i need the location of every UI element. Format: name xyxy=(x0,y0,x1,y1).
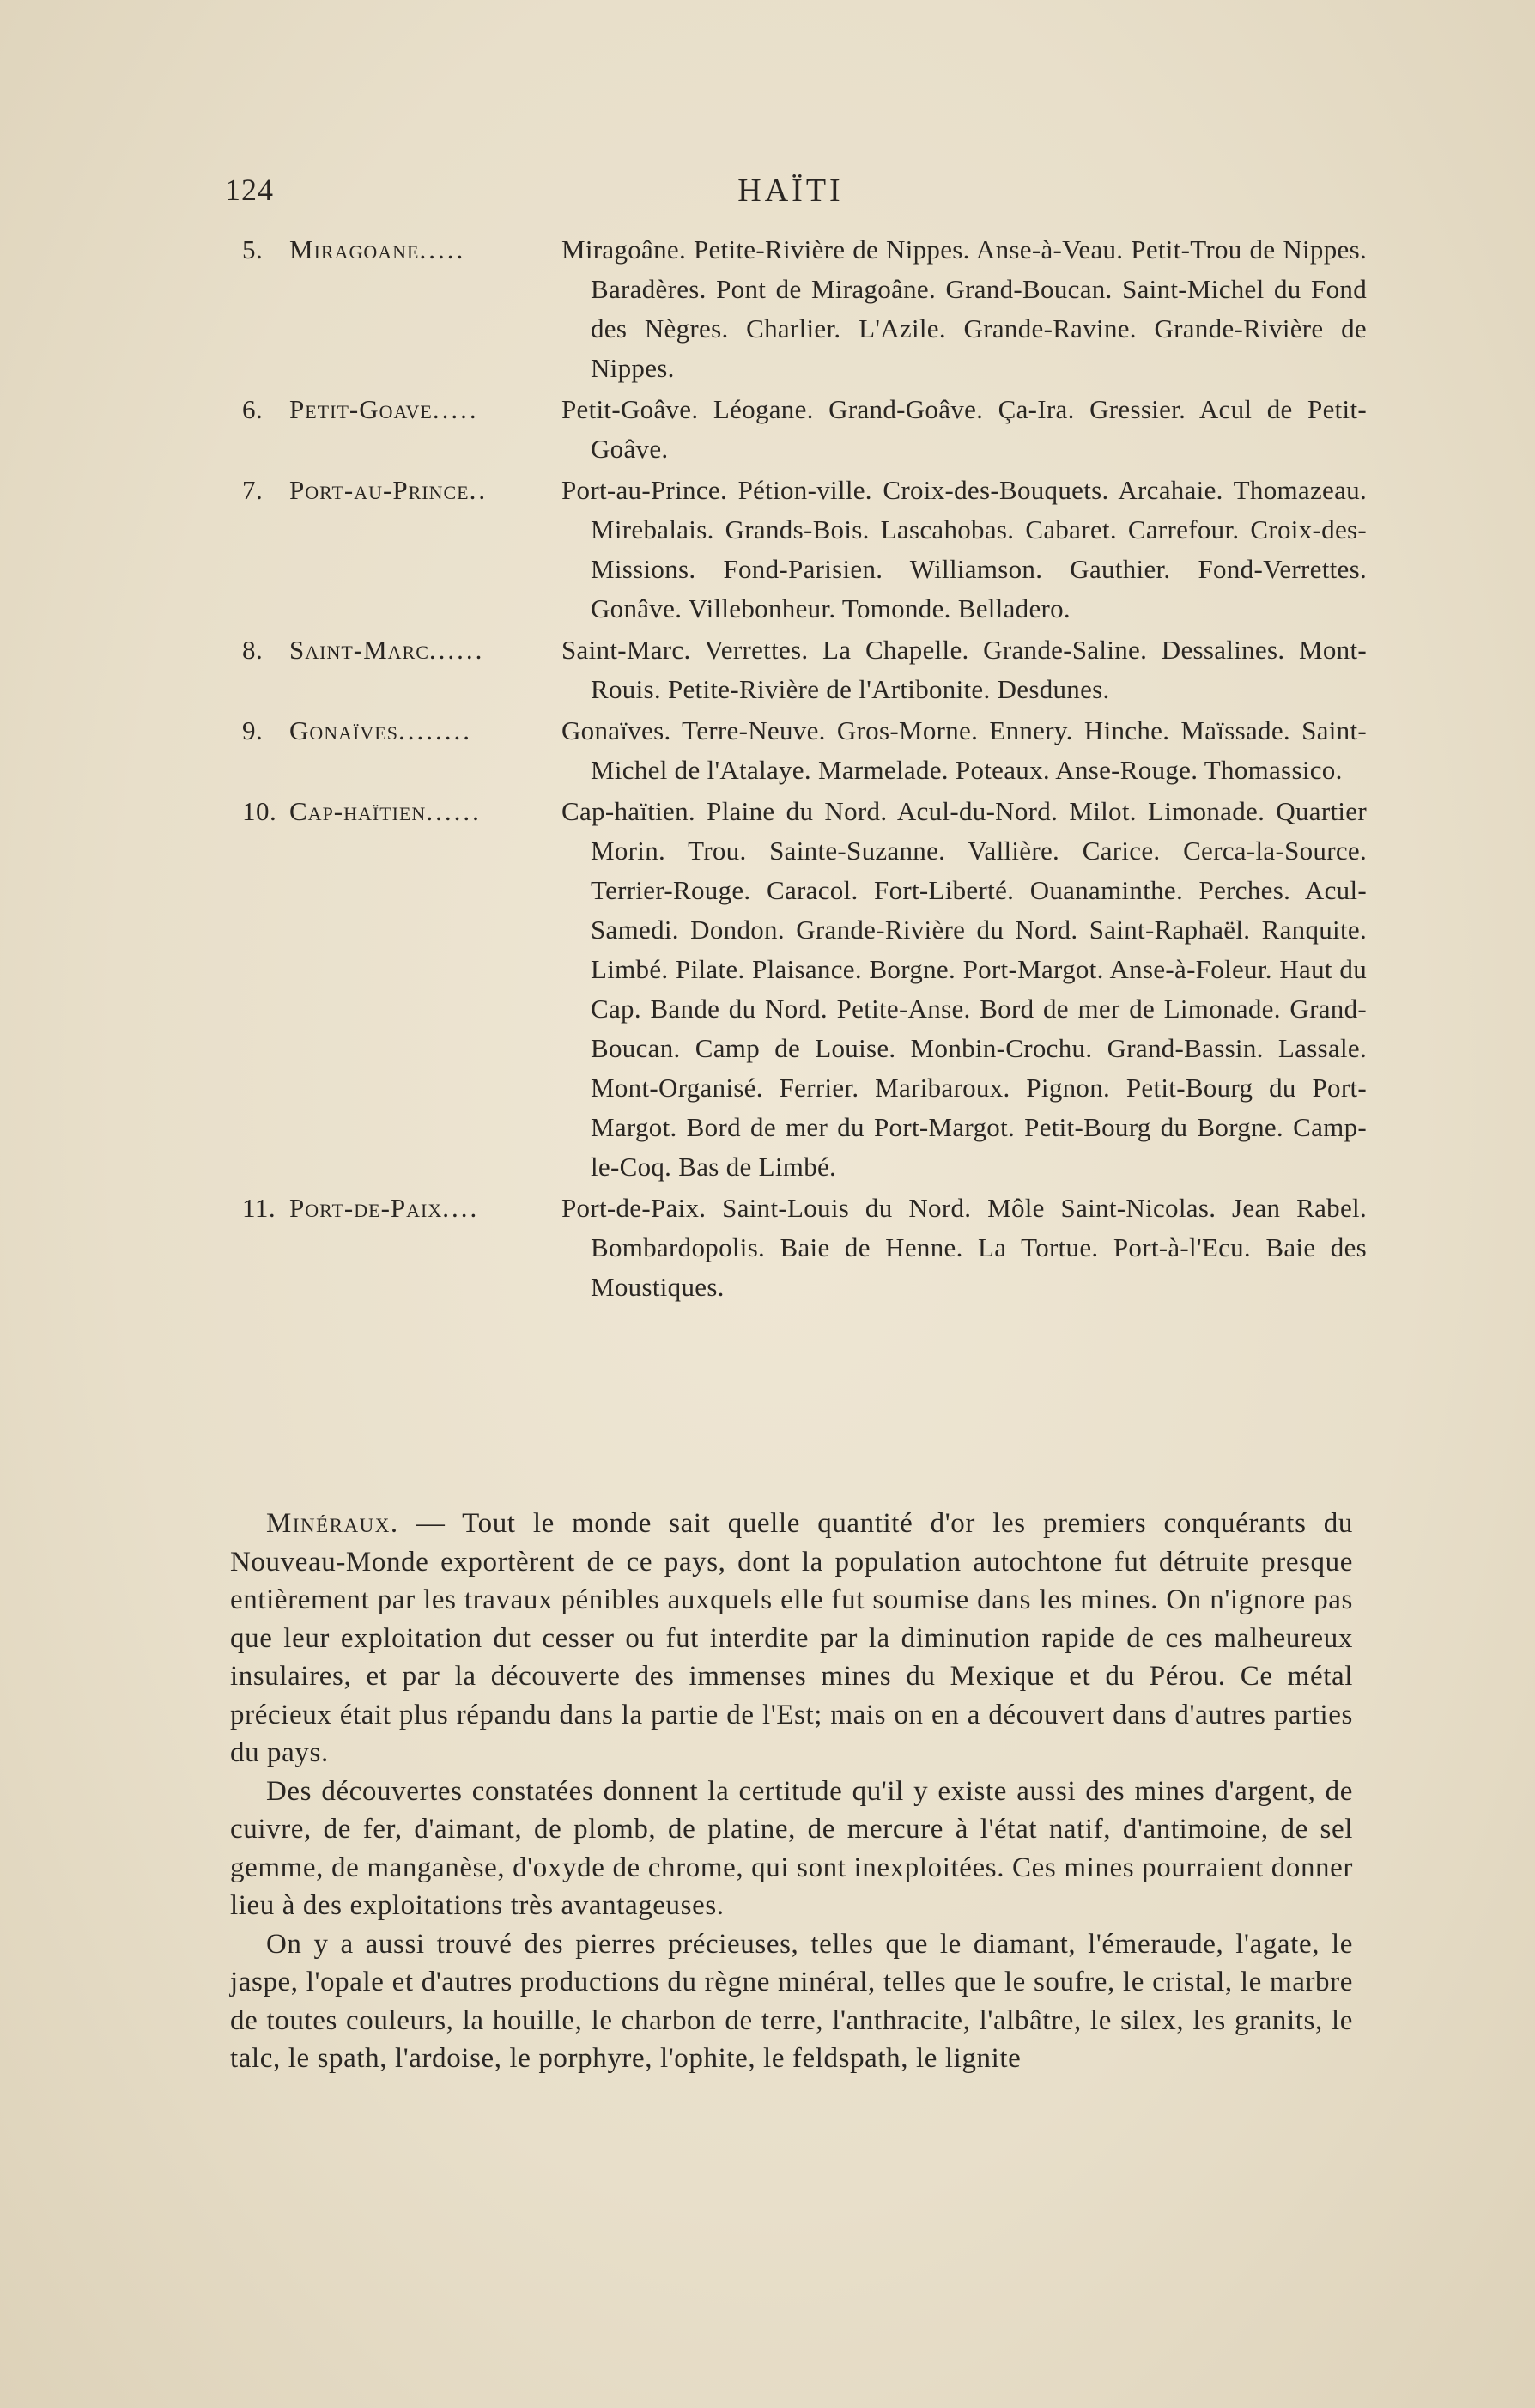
minerals-section xyxy=(230,1505,1353,2078)
district-label: Saint-Marc xyxy=(289,635,429,665)
leader-dots: ........ xyxy=(397,715,472,745)
district-entry xyxy=(242,390,1367,469)
district-localities: Gonaïves. Terre-Neuve. Gros-Morne. Ennery. Hinche. Maïssade. Saint-Michel de l'Atalaye. Marmelade. Poteaux. Anse-Rouge. Thomassico. xyxy=(561,715,1367,785)
district-number: 10. xyxy=(242,796,277,826)
district-localities: Miragoâne. Petite-Rivière de Nippes. Anse-à-Veau. Petit-Trou de Nippes. Baradères. Pont de Miragoâne. Grand-Boucan. Saint-Michel du Fond des Nègres. Charlier. L'Azile. Grande-Ravine. Grande-Rivière de Nippes. xyxy=(561,234,1367,383)
district-name xyxy=(242,792,561,831)
district-localities: Cap-haïtien. Plaine du Nord. Acul-du-Nord. Milot. Limonade. Quartier Morin. Trou. Sainte-Suzanne. Vallière. Carice. Cerca-la-Source. Terrier-Rouge. Caracol. Fort-Liberté. Ouanaminthe. Perches. Acul-Samedi. Dondon. Grande-Rivière du Nord. Saint-Raphaël. Ranquite. Limbé. Pilate. Plaisance. Borgne. Port-Margot. Anse-à-Foleur. Haut du Cap. Bande du Nord. Petite-Anse. Bord de mer de Limonade. Grand-Boucan. Camp de Louise. Monbin-Crochu. Grand-Bassin. Lassale. Mont-Organisé. Ferrier. Maribaroux. Pignon. Petit-Bourg du Port-Margot. Bord de mer du Port-Margot. Petit-Bourg du Borgne. Camp-le-Coq. Bas de Limbé. xyxy=(561,796,1367,1182)
leader-dots: ..... xyxy=(432,394,479,424)
district-name xyxy=(242,390,561,429)
district-entry xyxy=(242,792,1367,1187)
district-list xyxy=(242,230,1367,1309)
district-name xyxy=(242,230,561,270)
district-localities: Saint-Marc. Verrettes. La Chapelle. Grande-Saline. Dessalines. Mont-Rouis. Petite-Rivière de l'Artibonite. Desdunes. xyxy=(561,635,1367,704)
leader-dots: .. xyxy=(469,475,488,505)
running-title: HAÏTI xyxy=(737,173,844,209)
leader-dots: .... xyxy=(442,1193,480,1223)
section-lead: Minéraux. xyxy=(266,1508,399,1539)
page-header xyxy=(225,172,1356,223)
district-number: 9. xyxy=(242,715,264,745)
paragraph-text: — Tout le monde sait quelle quantité d'or les premiers conquérants du Nouveau-Monde exportèrent de ce pays, dont la population autochtone fut détruite presque entièrement par les travaux pénibles auxquels elle fut soumise dans les mines. On n'ignore pas que leur exploitation dut cesser ou fut interdite par la diminution rapide de ces malheureux insulaires, et par la découverte des immenses mines du Mexique et du Pérou. Ce métal précieux était plus répandu dans la partie de l'Est; mais on en a découvert dans d'autres parties du pays. xyxy=(230,1508,1353,1768)
district-label: Port-au-Prince xyxy=(289,475,470,505)
district-name xyxy=(242,630,561,670)
district-entry xyxy=(242,471,1367,629)
paragraph xyxy=(230,1505,1353,1773)
leader-dots: ...... xyxy=(426,796,482,826)
district-number: 6. xyxy=(242,394,264,424)
district-localities: Port-au-Prince. Pétion-ville. Croix-des-Bouquets. Arcahaie. Thomazeau. Mirebalais. Grands-Bois. Lascahobas. Cabaret. Carrefour. Croix-des-Missions. Fond-Parisien. Williamson. Gauthier. Fond-Verrettes. Gonâve. Villebonheur. Tomonde. Belladero. xyxy=(561,475,1367,623)
district-label: Gonaïves xyxy=(289,715,398,745)
district-localities: Petit-Goâve. Léogane. Grand-Goâve. Ça-Ira. Gressier. Acul de Petit-Goâve. xyxy=(561,394,1367,464)
district-number: 11. xyxy=(242,1193,276,1223)
district-name xyxy=(242,1189,561,1228)
district-entry xyxy=(242,630,1367,709)
paragraph: On y a aussi trouvé des pierres précieuses, telles que le diamant, l'émeraude, l'agate, le jaspe, l'opale et d'autres productions du règne minéral, telles que le soufre, le cristal, le marbre de toutes couleurs, la houille, le charbon de terre, l'anthracite, l'albâtre, le silex, les granits, le talc, le spath, l'ardoise, le porphyre, l'ophite, le feldspath, le lignite xyxy=(230,1928,1353,2074)
leader-dots: ..... xyxy=(419,234,466,265)
paragraph: Des découvertes constatées donnent la certitude qu'il y existe aussi des mines d'argent, de cuivre, de fer, d'aimant, de plomb, de platine, de mercure à l'état natif, d'antimoine, de sel gemme, de manganèse, d'oxyde de chrome, qui sont inexploitées. Ces mines pourraient donner lieu à des exploitations très avantageuses. xyxy=(230,1775,1353,1921)
page-number: 124 xyxy=(225,173,274,207)
district-entry xyxy=(242,711,1367,790)
district-localities: Port-de-Paix. Saint-Louis du Nord. Môle Saint-Nicolas. Jean Rabel. Bombardopolis. Baie de Henne. La Tortue. Port-à-l'Ecu. Baie des Moustiques. xyxy=(561,1193,1367,1302)
district-label: Cap-haïtien xyxy=(289,796,427,826)
district-name xyxy=(242,711,561,751)
district-label: Port-de-Paix xyxy=(289,1193,443,1223)
district-entry xyxy=(242,230,1367,388)
district-name xyxy=(242,471,561,510)
district-number: 7. xyxy=(242,475,264,505)
district-label: Miragoane xyxy=(289,234,420,265)
district-number: 8. xyxy=(242,635,264,665)
district-entry xyxy=(242,1189,1367,1307)
leader-dots: ...... xyxy=(428,635,485,665)
district-number: 5. xyxy=(242,234,264,265)
district-label: Petit-Goave xyxy=(289,394,433,424)
